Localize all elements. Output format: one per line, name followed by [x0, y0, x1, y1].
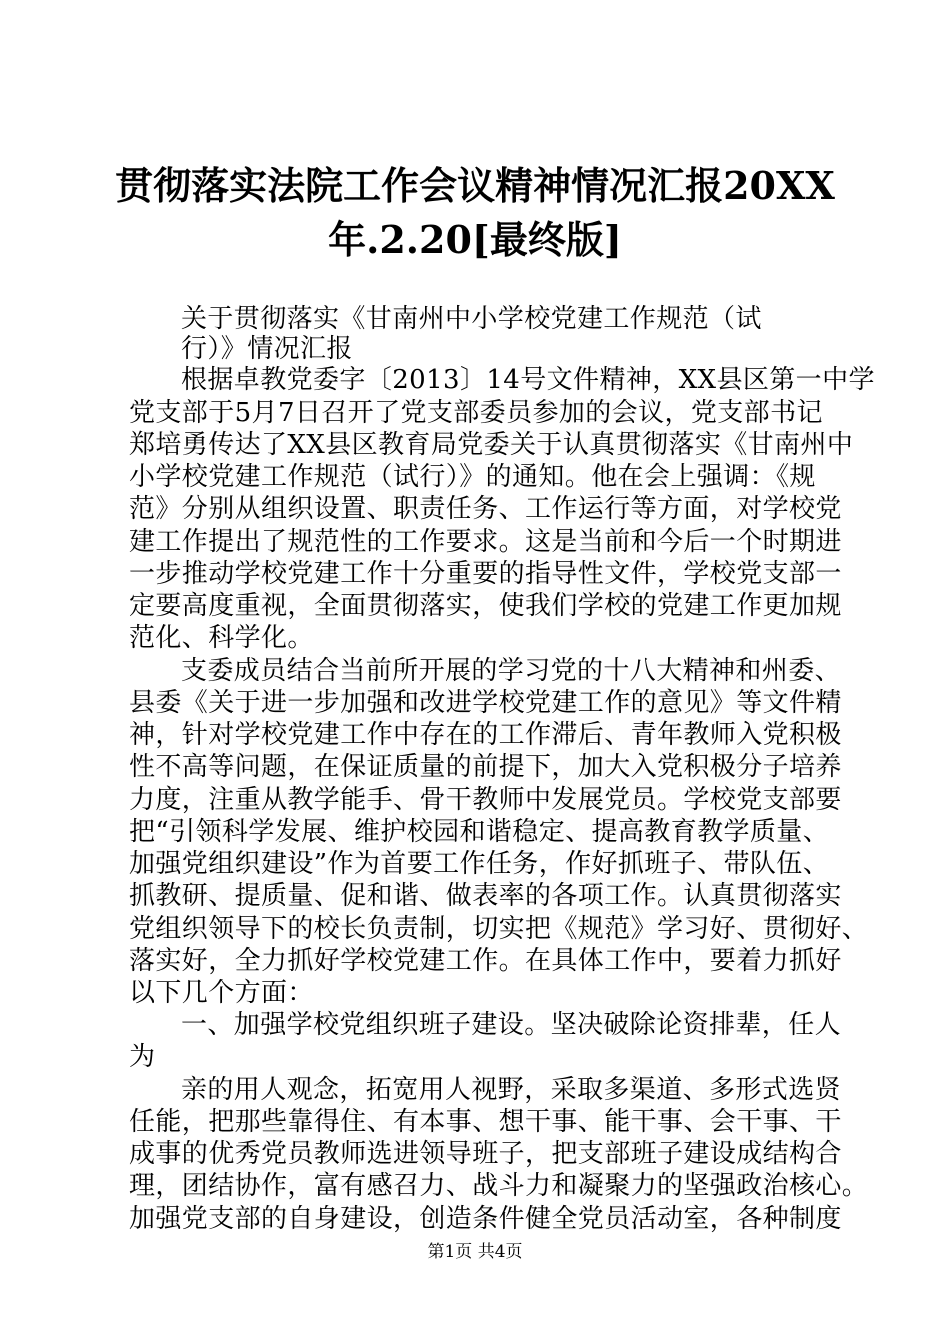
body-line: 行）》情况汇报 — [181, 334, 353, 364]
body-line: 抓教研、提质量、促和谐、做表率的各项工作。认真贯彻落实 — [129, 881, 842, 911]
body-line: 力度，注重从教学能手、骨干教师中发展党员。学校党支部要 — [129, 785, 842, 815]
body-line: 加强党组织建设”作为首要工作任务，作好抓班子、带队伍、 — [129, 849, 830, 879]
body-line: 范化、科学化。 — [129, 623, 314, 653]
body-line: 成事的优秀党员教师选进领导班子，把支部班子建设成结构合 — [129, 1139, 842, 1169]
body-line: 关于贯彻落实《甘南州中小学校党建工作规范（试 — [181, 304, 762, 334]
body-line: 范》分别从组织设置、职责任务、工作运行等方面，对学校党 — [129, 494, 842, 524]
body-line: 一、加强学校党组织班子建设。坚决破除论资排辈，任人 — [181, 1010, 842, 1040]
body-line: 定要高度重视，全面贯彻落实，使我们学校的党建工作更加规 — [129, 591, 842, 621]
body-line: 为 — [129, 1042, 156, 1072]
body-line: 理，团结协作，富有感召力、战斗力和凝聚力的坚强政治核心。 — [129, 1171, 869, 1201]
page-title-line-1: 贯彻落实法院工作会议精神情况汇报20XX — [115, 163, 835, 208]
body-line: 支委成员结合当前所开展的学习党的十八大精神和州委、 — [181, 656, 842, 686]
body-line: 加强党支部的自身建设，创造条件健全党员活动室，各种制度 — [129, 1204, 842, 1234]
body-line: 党组织领导下的校长负责制，切实把《规范》学习好、贯彻好、 — [129, 914, 869, 944]
body-line: 以下几个方面： — [129, 978, 314, 1008]
body-line: 神，针对学校党建工作中存在的工作滞后、青年教师入党积极 — [129, 720, 842, 750]
body-line: 性不高等问题，在保证质量的前提下，加大入党积极分子培养 — [129, 752, 842, 782]
body-line: 亲的用人观念，拓宽用人视野，采取多渠道、多形式选贤 — [181, 1075, 842, 1105]
body-line: 根据卓教党委字〔2013〕14号文件精神，XX县区第一中学 — [181, 365, 875, 395]
body-line: 任能，把那些靠得住、有本事、想干事、能干事、会干事、干 — [129, 1107, 842, 1137]
body-line: 党支部于5月7日召开了党支部委员参加的会议，党支部书记 — [129, 398, 823, 428]
page-footer: 第1页 共4页 — [427, 1242, 523, 1262]
page-title-line-2: 年.2.20[最终版] — [328, 217, 622, 262]
body-line: 建工作提出了规范性的工作要求。这是当前和今后一个时期进 — [129, 527, 842, 557]
body-line: 县委《关于进一步加强和改进学校党建工作的意见》等文件精 — [129, 688, 842, 718]
body-line: 一步推动学校党建工作十分重要的指导性文件，学校党支部一 — [129, 559, 842, 589]
body-line: 郑培勇传达了XX县区教育局党委关于认真贯彻落实《甘南州中 — [129, 430, 854, 460]
body-line: 把“引领科学发展、维护校园和谐稳定、提高教育教学质量、 — [129, 817, 830, 847]
body-line: 落实好，全力抓好学校党建工作。在具体工作中，要着力抓好 — [129, 946, 842, 976]
body-line: 小学校党建工作规范（试行）》的通知。他在会上强调：《规 — [129, 462, 816, 492]
